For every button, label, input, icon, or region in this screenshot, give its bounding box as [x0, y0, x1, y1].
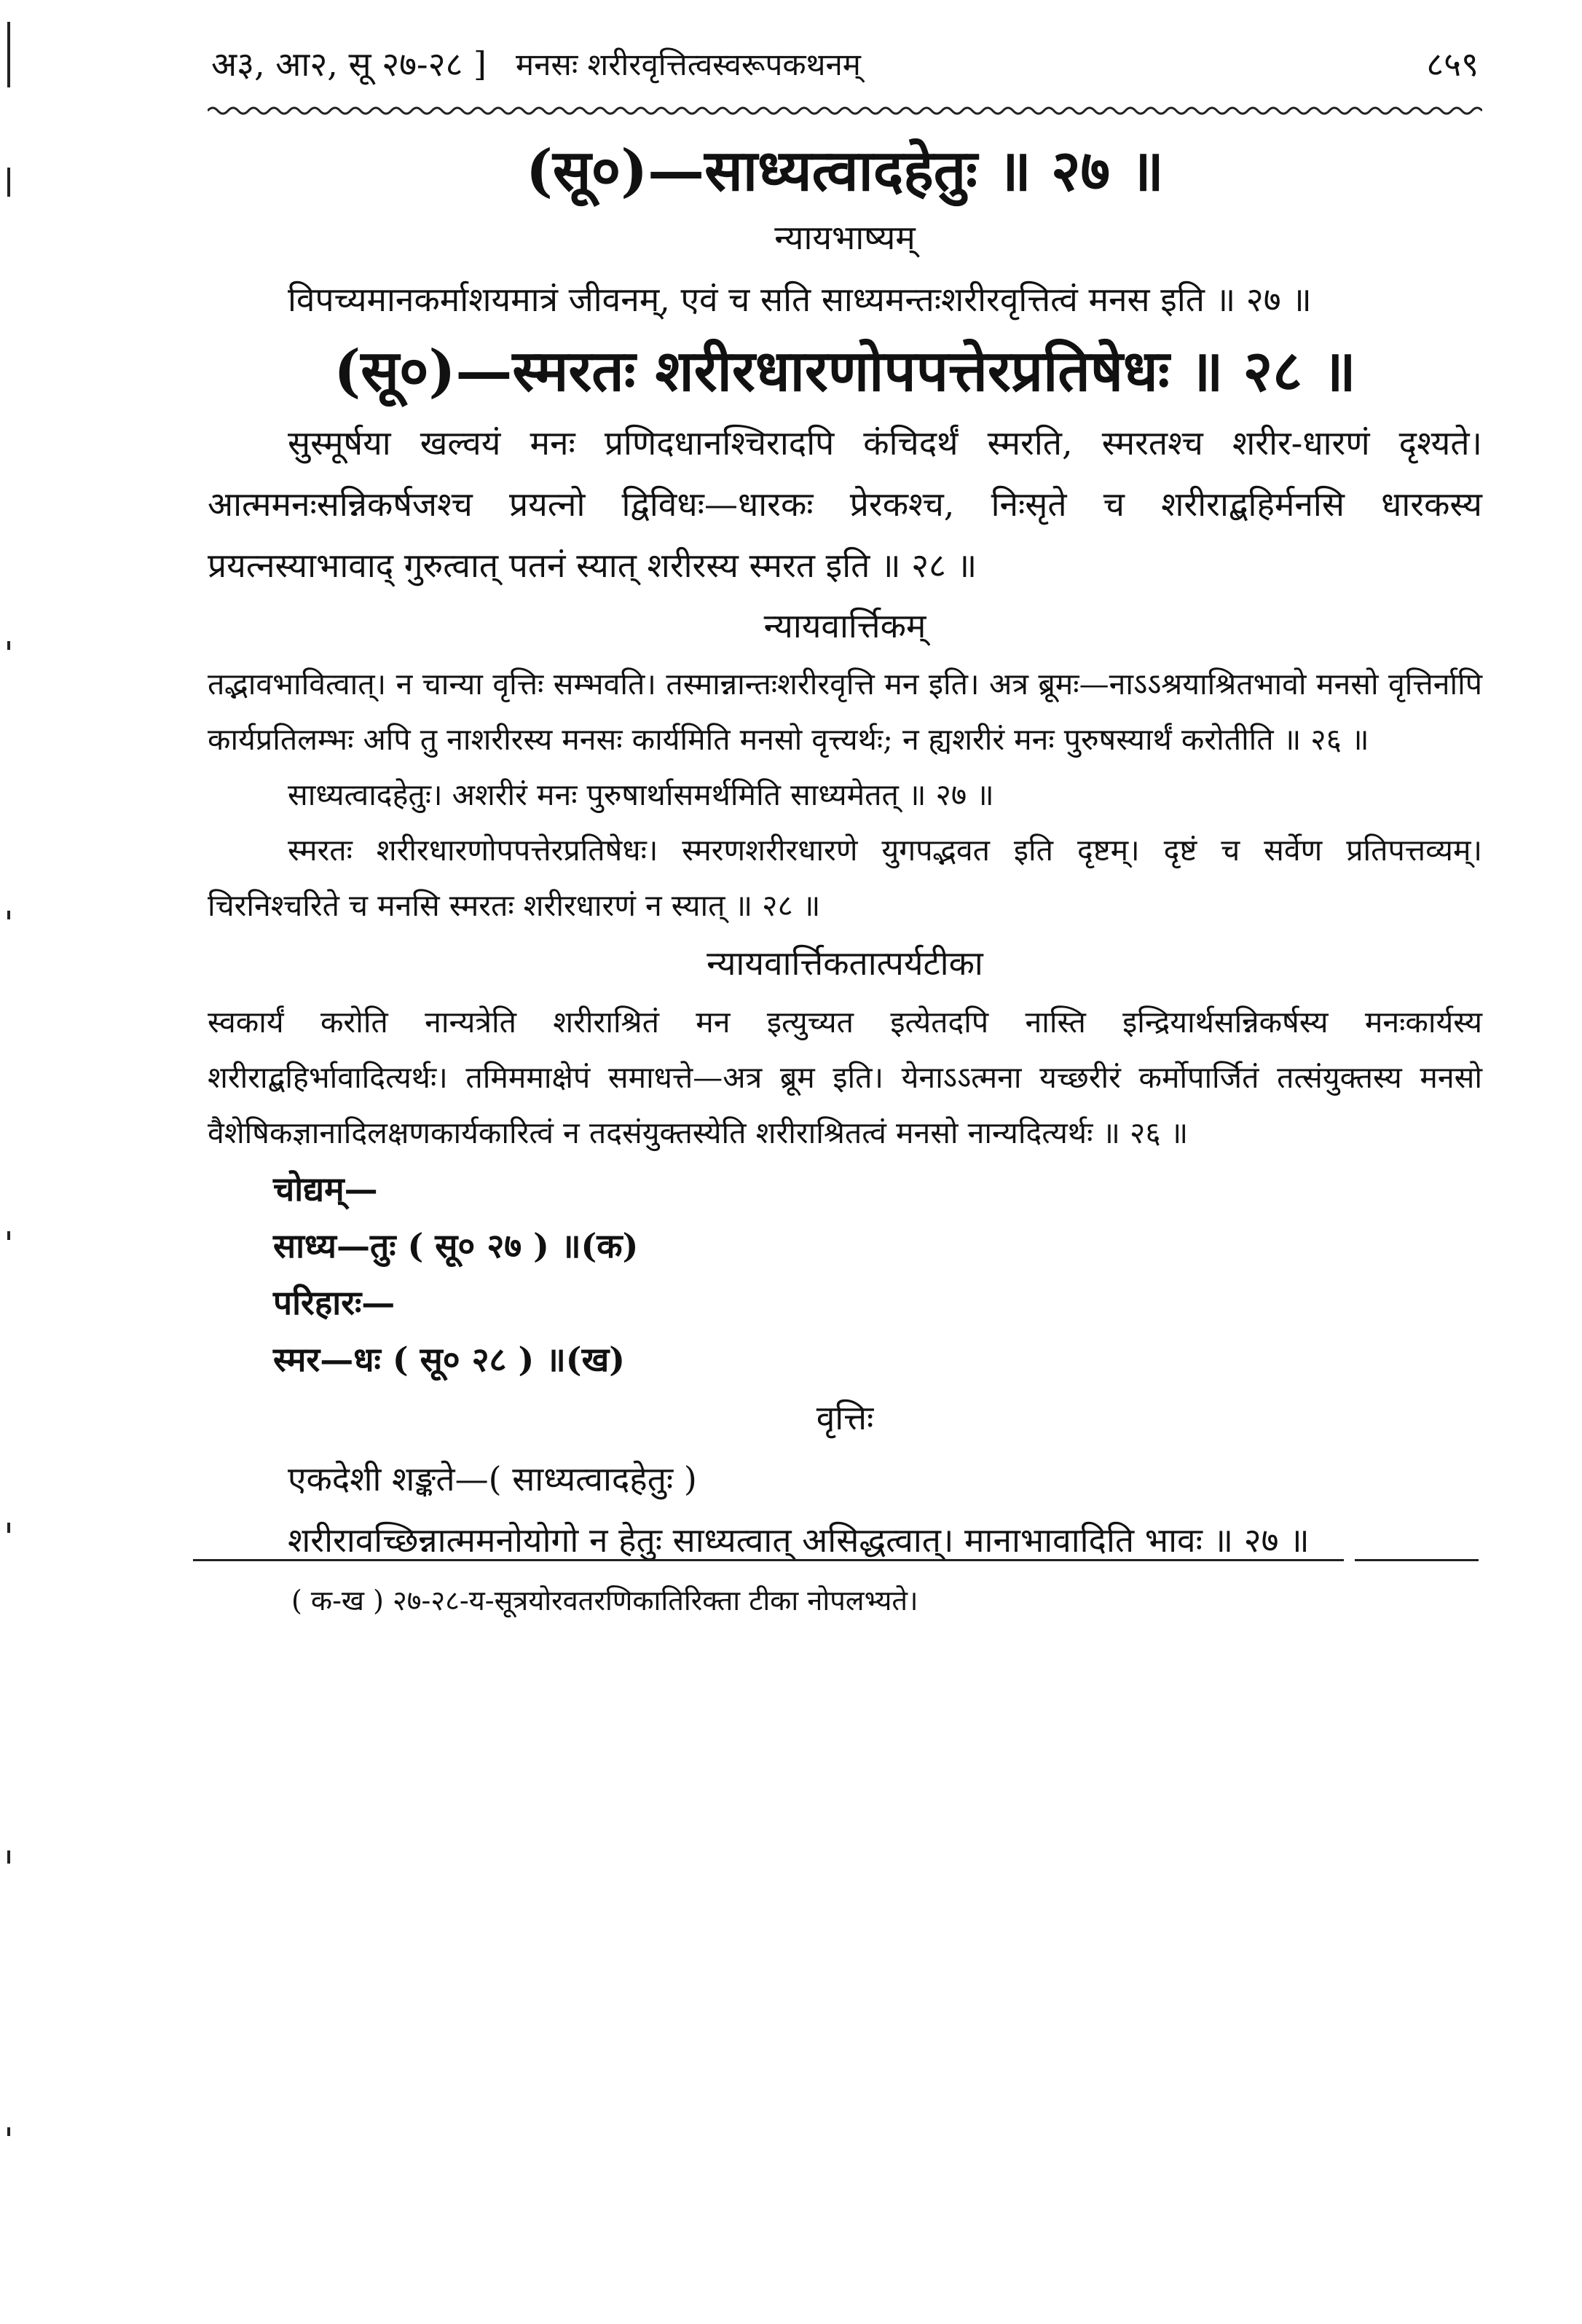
varttika-28-paragraph: स्मरतः शरीरधारणोपपत्तेरप्रतिषेधः। स्मरणशरीरधारणे युगपद्भवत इति दृष्टम्। दृष्टं च सर्वेण प्रतिपत्तव्यम्। चिरनिश्चरिते च मनसि स्मरतः शरीरधारणं न स्यात् ॥ २८ ॥ [208, 833, 1482, 924]
vritti-heading: वृत्तिः [816, 1397, 874, 1437]
wavy-divider [208, 102, 1482, 119]
nyayabhashyam-heading: न्यायभाष्यम् [774, 218, 916, 258]
running-head-reference: अ३, आ२, सू २७-२८ ] [211, 44, 487, 84]
varttika-26-paragraph: तद्भावभावित्वात्। न चान्या वृत्तिः सम्भवति। तस्मान्नान्तःशरीरवृत्ति मन इति। अत्र ब्रूमः—नाऽऽश्रयाश्रितभावो मनसो वृत्तिर्नापि कार्यप्रतिलम्भः अपि तु नाशरीरस्य मनसः कार्यमिति मनसो वृत्त्यर्थः; न ह्यशरीरं मनः पुरुषस्यार्थं करोतीति ॥ २६ ॥ [208, 667, 1482, 758]
margin-marks [7, 0, 22, 2324]
varttika-27-paragraph: साध्यत्वादहेतुः। अशरीरं मनः पुरुषार्थासमर्थमिति साध्यमेतत् ॥ २७ ॥ [288, 777, 994, 813]
parihara-label: परिहारः— [273, 1282, 396, 1322]
footnote-rule-end [1355, 1559, 1479, 1561]
tika-26-paragraph: स्वकार्यं करोति नान्यत्रेति शरीराश्रितं मन इत्युच्यत इत्येतदपि नास्ति इन्द्रियार्थसन्निकर्षस्य मनःकार्यस्य शरीराद्बहिर्भावादित्यर्थः। तमिममाक्षेपं समाधत्ते—अत्र ब्रूम इति। येनाऽऽत्मना यच्छरीरं कर्मोपार्जितं तत्संयुक्तस्य मनसो वैशेषिकज्ञानादिलक्षणकार्यकारित्वं न तदसंयुक्तस्येति शरीराश्रितत्वं मनसो नान्यदित्यर्थः ॥ २६ ॥ [208, 1004, 1482, 1150]
running-head-title: मनसः शरीरवृत्तित्वस्वरूपकथनम् [516, 46, 861, 82]
footnote: ( क-ख ) २७-२८-य-सूत्रयोरवतरणिकातिरिक्ता टीका नोपलभ्यते। [291, 1585, 918, 1617]
page-number: ८५९ [1426, 44, 1479, 84]
chodyam-label: चोद्यम्— [273, 1169, 378, 1209]
parihara-line: स्मर—धः ( सू० २८ ) ॥(ख) [273, 1339, 625, 1379]
bhashya-27-paragraph: विपच्यमानकर्माशयमात्रं जीवनम्, एवं च सति साध्यमन्तःशरीरवृत्तित्वं मनस इति ॥ २७ ॥ [288, 279, 1312, 319]
sutra-28-heading: (सू०)—स्मरतः शरीरधारणोपपत्तेरप्रतिषेधः ॥ २८ ॥ [334, 337, 1356, 404]
chodyam-line: साध्य—तुः ( सू० २७ ) ॥(क) [273, 1225, 639, 1265]
page-content [208, 124, 1482, 1571]
tatparyatika-heading: न्यायवार्त्तिकतात्पर्यटीका [707, 943, 983, 984]
sutra-27-heading: (सू०)—साध्यत्वादहेतुः ॥ २७ ॥ [526, 138, 1164, 204]
running-head [211, 38, 1479, 89]
nyayavarttikam-heading: न्यायवार्त्तिकम् [763, 606, 926, 646]
vritti-intro: एकदेशी शङ्कते—( साध्यत्वादहेतुः ) [288, 1459, 697, 1499]
footnote-rule [193, 1559, 1344, 1561]
vritti-27-paragraph: शरीरावच्छिन्नात्ममनोयोगो न हेतुः साध्यत्वात् असिद्धत्वात्। मानाभावादिति भावः ॥ २७ ॥ [288, 1520, 1310, 1560]
bhashya-28-paragraph: सुस्मूर्षया खल्वयं मनः प्रणिदधानश्चिरादपि कंचिदर्थं स्मरति, स्मरतश्च शरीर-धारणं दृश्यते। आत्ममनःसन्निकर्षजश्च प्रयत्नो द्विविधः—धारकः प्रेरकश्च, निःसृते च शरीराद्बहिर्मनसि धारकस्य प्रयत्नस्याभावाद् गुरुत्वात् पतनं स्यात् शरीरस्य स्मरत इति ॥ २८ ॥ [208, 423, 1482, 586]
